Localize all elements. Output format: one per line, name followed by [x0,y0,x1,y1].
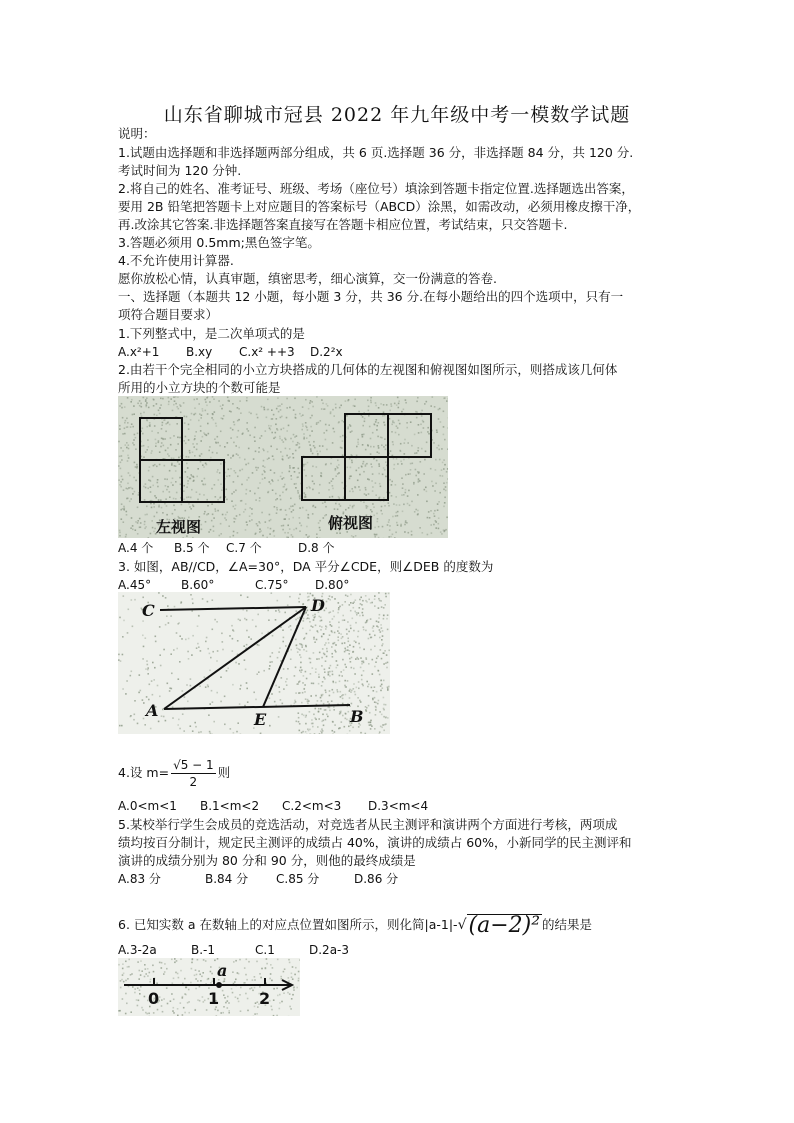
q5-line-2: 绩均按百分制计，规定民主测评的成绩占 40%，演讲的成绩占 60%，小新同学的民主测评和 [118,835,632,850]
q4-options [118,797,428,815]
note-line-3: 3.答题必须用 0.5mm;黑色签字笔。 [118,235,320,250]
q6-option-c[interactable]: C.1 [255,943,275,957]
point-a-label: a [217,961,228,980]
q1-option-b[interactable]: B.xy [186,345,213,359]
label-d: D [311,596,325,615]
q5-option-d[interactable]: D.86 分 [354,872,399,886]
note-line-1b: 考试时间为 120 分钟. [118,163,242,178]
q4-prefix: 4.设 m= [118,765,170,780]
q6-radicand: (a−2)² [468,913,541,938]
label-a: A [146,701,159,720]
q4-suffix: 则 [217,765,231,780]
q1-option-a[interactable]: A.x²+1 [118,345,160,359]
q6-suffix: 的结果是 [542,917,593,932]
note-line-4: 4.不允许使用计算器. [118,253,234,268]
q6-options [118,941,349,959]
q2-stem-a: 2.由若干个完全相同的小立方块搭成的几何体的左视图和俯视图如图所示，则搭成该几何体 [118,362,618,377]
q1-option-c[interactable]: C.x² ++3 [239,345,295,359]
q2-options [118,539,335,557]
q1-option-d[interactable]: D.2²x [310,345,343,359]
q6-option-b[interactable]: B.-1 [191,943,216,957]
q4-fraction [171,757,216,790]
q5-line-1: 5.某校举行学生会成员的竞选活动，对竞选者从民主测评和演讲两个方面进行考核，两项成 [118,817,618,832]
axis-label-2: 2 [259,989,271,1008]
point-a [216,982,222,988]
q5-option-c[interactable]: C.85 分 [276,872,320,886]
q3-option-b[interactable]: B.60° [181,578,215,592]
q4-denominator: 2 [189,775,198,789]
q3-option-a[interactable]: A.45° [118,578,152,592]
section-heading-b: 项符合题目要求） [118,307,219,322]
q4-option-b[interactable]: B.1<m<2 [200,799,260,813]
note-line-1: 1.试题由选择题和非选择题两部分组成，共 6 页.选择题 36 分，非选择题 84 分，共 120 分. [118,145,634,160]
label-e: E [254,710,267,729]
sqrt-sign: √ [457,917,467,933]
top-view-label: 俯视图 [328,514,374,532]
note-line-5: 愿你放松心情，认真审题，缜密思考，细心演算，交一份满意的答卷. [118,271,497,286]
q2-views-figure [118,396,448,538]
note-line-2a: 2.将自己的姓名、准考证号、班级、考场（座位号）填涂到答题卡指定位置.选择题选出答案， [118,181,634,196]
q6-stem [118,912,682,938]
q2-option-a[interactable]: A.4 个 [118,541,154,555]
q4-option-c[interactable]: C.2<m<3 [282,799,342,813]
note-line-2b: 要用 2B 铅笔把答题卡上对应题目的答案标号（ABCD）涂黑，如需改动，必须用橡皮擦干净， [118,199,641,214]
q3-stem: 3. 如图，AB//CD，∠A=30°，DA 平分∠CDE，则∠DEB 的度数为 [118,559,494,574]
note-line-2c: 再.改涂其它答案.非选择题答案直接写在答题卡相应位置，考试结束，只交答题卡. [118,217,568,232]
q2-option-d[interactable]: D.8 个 [298,541,335,555]
q6-prefix: 6. 已知实数 a 在数轴上的对应点位置如图所示，则化简|a-1|- [118,917,458,932]
q5-option-a[interactable]: A.83 分 [118,872,161,886]
q3-geometry-figure [118,592,390,734]
q5-line-3: 演讲的成绩分别为 80 分和 90 分，则他的最终成绩是 [118,853,416,868]
q2-stem-b: 所用的小立方块的个数可能是 [118,380,281,395]
q4-stem [118,756,682,790]
notes-heading: 说明： [118,126,156,141]
q4-numerator: √5 − 1 [173,758,214,772]
q3-option-d[interactable]: D.80° [315,578,350,592]
q6-number-line-figure [118,958,300,1016]
q4-option-a[interactable]: A.0<m<1 [118,799,177,813]
q5-option-b[interactable]: B.84 分 [205,872,249,886]
label-c: C [142,601,155,620]
left-view-label: 左视图 [156,518,202,536]
axis-label-0: 0 [148,989,160,1008]
q5-options [118,870,398,888]
q2-option-b[interactable]: B.5 个 [174,541,210,555]
q2-option-c[interactable]: C.7 个 [226,541,262,555]
label-b: B [350,707,364,726]
axis-label-1: 1 [208,989,220,1008]
q1-options [118,343,343,361]
q4-option-d[interactable]: D.3<m<4 [368,799,429,813]
q1-stem: 1.下列整式中，是二次单项式的是 [118,326,305,341]
q6-option-d[interactable]: D.2a-3 [309,943,350,957]
q3-option-c[interactable]: C.75° [255,578,289,592]
page-title: 山东省聊城市冠县 2022 年九年级中考一模数学试题 [163,104,631,126]
q6-option-a[interactable]: A.3-2a [118,943,157,957]
section-heading-a: 一、选择题（本题共 12 小题，每小题 3 分，共 36 分.在每小题给出的四个选项中，只有一 [118,289,624,304]
